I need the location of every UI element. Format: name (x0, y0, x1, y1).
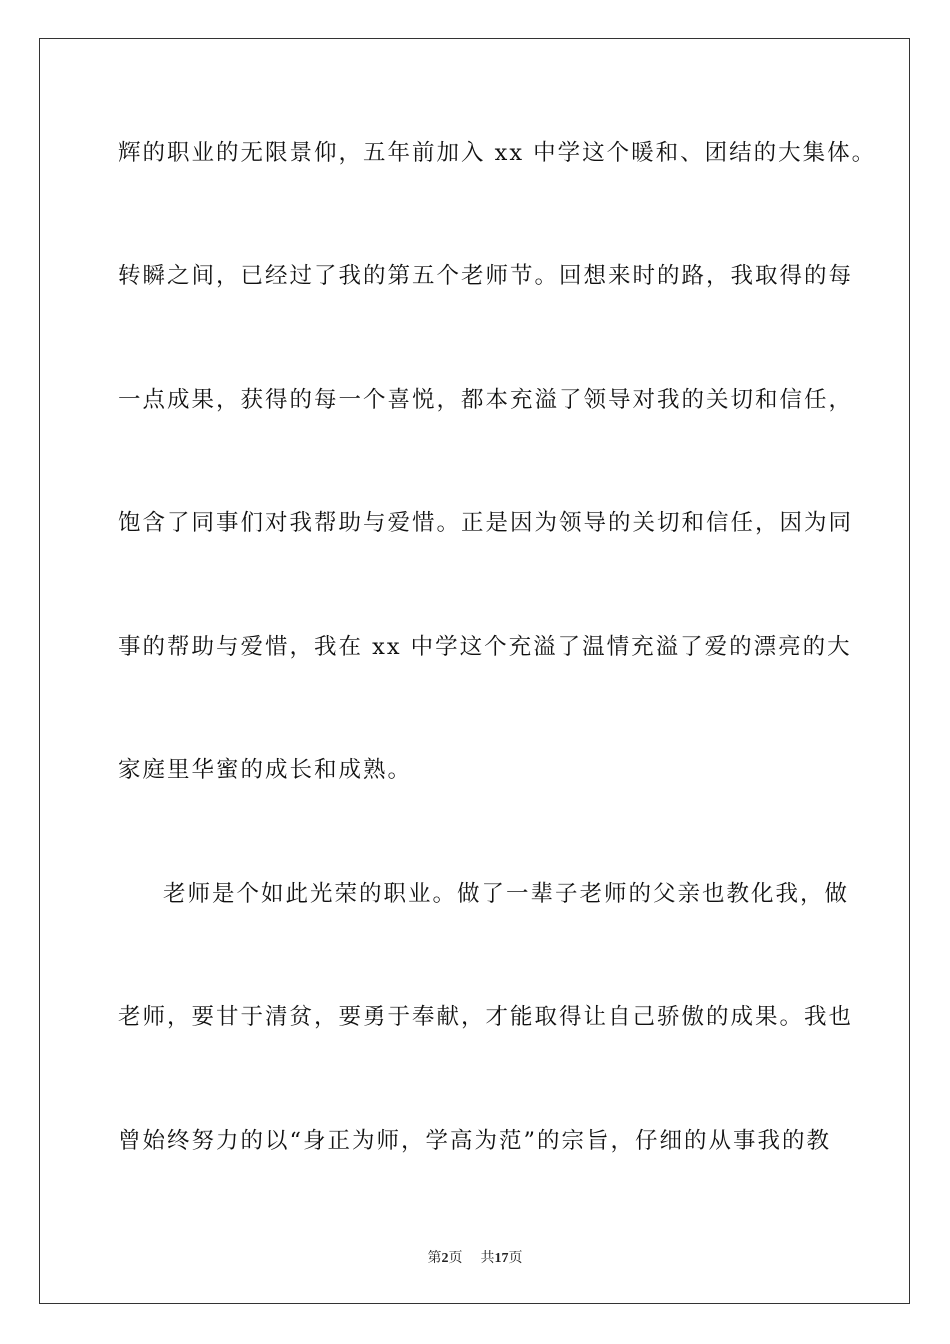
paragraph-line-9: 曾始终努力的以“身正为师，学高为范”的宗旨，仔细的从事我的教 (118, 1128, 832, 1154)
paragraph-line-8: 老师，要甘于清贫，要勇于奉献，才能取得让自己骄傲的成果。我也 (118, 1004, 854, 1030)
total-prefix: 共 (480, 1251, 495, 1266)
paragraph-line-3: 一点成果，获得的每一个喜悦，都本充溢了领导对我的关切和信任， (118, 387, 854, 413)
page-number: 2 (441, 1251, 449, 1266)
paragraph-line-7: 老师是个如此光荣的职业。做了一辈子老师的父亲也教化我，做 (163, 881, 850, 907)
total-pages: 17 (494, 1251, 509, 1266)
paragraph-line-2: 转瞬之间，已经过了我的第五个老师节。回想来时的路，我取得的每 (118, 263, 854, 289)
page-footer (0, 1250, 950, 1268)
page-prefix: 第 (427, 1251, 442, 1266)
page-suffix: 页 (448, 1251, 463, 1266)
paragraph-line-1: 辉的职业的无限景仰，五年前加入 xx 中学这个暖和、团结的大集体。 (118, 140, 877, 166)
paragraph-line-6: 家庭里华蜜的成长和成熟。 (118, 757, 413, 783)
paragraph-line-4: 饱含了同事们对我帮助与爱惜。正是因为领导的关切和信任，因为同 (118, 510, 854, 536)
paragraph-line-5: 事的帮助与爱惜，我在 xx 中学这个充溢了温情充溢了爱的漂亮的大 (118, 634, 852, 660)
total-suffix: 页 (508, 1251, 523, 1266)
page-frame (39, 38, 910, 1304)
